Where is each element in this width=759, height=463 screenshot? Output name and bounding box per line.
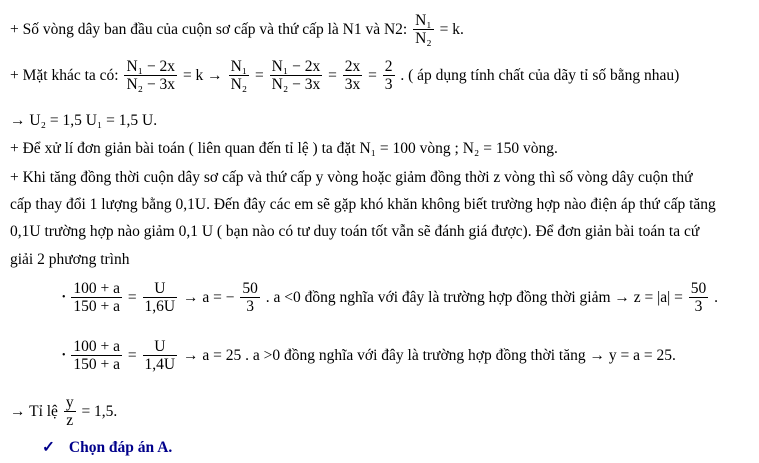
note-text: . ( áp dụng tính chất của dãy tỉ số bằng nhau) (400, 66, 680, 84)
fraction-4 (343, 58, 363, 93)
answer-text: Chọn đáp án A. (68, 439, 173, 456)
fraction-denominator: 3 (384, 76, 393, 93)
fraction-denominator: 3 (240, 297, 260, 315)
fraction-3 (240, 280, 260, 315)
fraction-numerator: N₁ (415, 12, 432, 29)
fraction-numerator: 100 + a (73, 338, 121, 355)
operator: = (255, 66, 264, 84)
operator: = k → (182, 66, 223, 84)
equals-k: = k. (439, 20, 464, 38)
bullet-icon: • (62, 291, 66, 303)
fraction-denominator: 150 + a (73, 298, 121, 315)
fraction-numerator: y (65, 394, 74, 411)
fraction-denominator: 150 + a (73, 356, 121, 373)
answer-line (42, 439, 172, 457)
paragraph-line-1: + Khi tăng đồng thời cuộn dây sơ cấp và thứ cấp y vòng hoặc giảm đồng thời z vòng thì số vòng dây cuộn thứ (10, 169, 693, 186)
fraction-numerator: 100 + a (73, 280, 121, 297)
fraction-numerator: U (154, 338, 166, 355)
fraction-denominator: N₂ − 3x (271, 76, 321, 93)
equation-1-text: . a <0 đồng nghĩa với đây là trường hợp đồng thời giảm → z = |a| = (265, 288, 683, 306)
assumption-line: + Để xử lí đơn giản bài toán ( liên quan đến tỉ lệ ) ta đặt N₁ = 100 vòng ; N₂ = 150 vòng. (10, 140, 558, 157)
fraction-numerator: U (154, 280, 166, 297)
fraction-1 (71, 280, 122, 315)
fraction-3 (270, 58, 323, 93)
fraction-2 (229, 58, 250, 93)
fraction-denominator: N₂ − 3x (126, 76, 176, 93)
n1-over-n2-fraction (413, 12, 434, 47)
operator: = (368, 66, 377, 84)
equation-2-text: → a = 25 . a >0 đồng nghĩa với đây là trường hợp đồng thời tăng → y = a = 25. (182, 346, 676, 364)
fraction-numerator: 2 (384, 58, 393, 75)
operator: = (127, 288, 137, 306)
fraction-1 (71, 338, 122, 373)
fraction-numerator: N₁ − 2x (271, 58, 321, 75)
operator: = (127, 346, 137, 364)
paragraph-line-4: giải 2 phương trình (10, 251, 130, 268)
fraction-numerator: 50 (690, 280, 707, 297)
equation-1-line (62, 280, 718, 315)
ratio-property-line (10, 58, 679, 93)
bullet-icon: • (62, 349, 66, 361)
lead-text: + Mặt khác ta có: (10, 66, 119, 84)
fraction-denominator: N₂ (230, 76, 248, 93)
fraction-denominator: N₂ (415, 30, 432, 47)
fraction-5 (383, 58, 395, 93)
checkmark-icon: ✓ (42, 439, 55, 456)
fraction-denominator: 1,6U (144, 298, 176, 315)
equation-2-line (62, 338, 676, 373)
paragraph-line-3: 0,1U trường hợp nào giảm 0,1 U ( bạn nào có tư duy toán tốt vẫn sẽ đánh giá được). Để đơn giản bài toán ta cứ (10, 223, 700, 240)
fraction-denominator: 3x (344, 76, 361, 93)
fraction-numerator: 2x (344, 58, 361, 75)
voltage-result-line: → U₂ = 1,5 U₁ = 1,5 U. (10, 112, 158, 129)
ratio-value: = 1,5. (81, 402, 118, 420)
fraction-numerator: N₁ (230, 58, 248, 75)
paragraph-line-2: cấp thay đổi 1 lượng bằng 0,1U. Đến đây các em sẽ gặp khó khăn không biết trường hợp nào điện áp thứ cấp tăng (10, 196, 716, 213)
period: . (714, 288, 718, 306)
fraction-4 (689, 280, 709, 315)
fraction-numerator: N₁ − 2x (126, 58, 176, 75)
lead-text: → Tỉ lệ (10, 402, 58, 420)
intro-line (10, 12, 464, 47)
fraction-denominator: 1,4U (144, 356, 176, 373)
fraction-2 (143, 338, 178, 373)
y-over-z-fraction (64, 394, 76, 429)
fraction-1 (124, 58, 177, 93)
fraction-numerator: 50 (242, 280, 258, 297)
ratio-line (10, 394, 117, 429)
operator: = (328, 66, 337, 84)
fraction-denominator: z (64, 411, 76, 429)
operator: → a = − (182, 288, 235, 306)
intro-text: + Số vòng dây ban đầu của cuộn sơ cấp và thứ cấp là N1 và N2: (10, 20, 408, 38)
fraction-denominator: 3 (689, 297, 709, 315)
fraction-2 (143, 280, 178, 315)
